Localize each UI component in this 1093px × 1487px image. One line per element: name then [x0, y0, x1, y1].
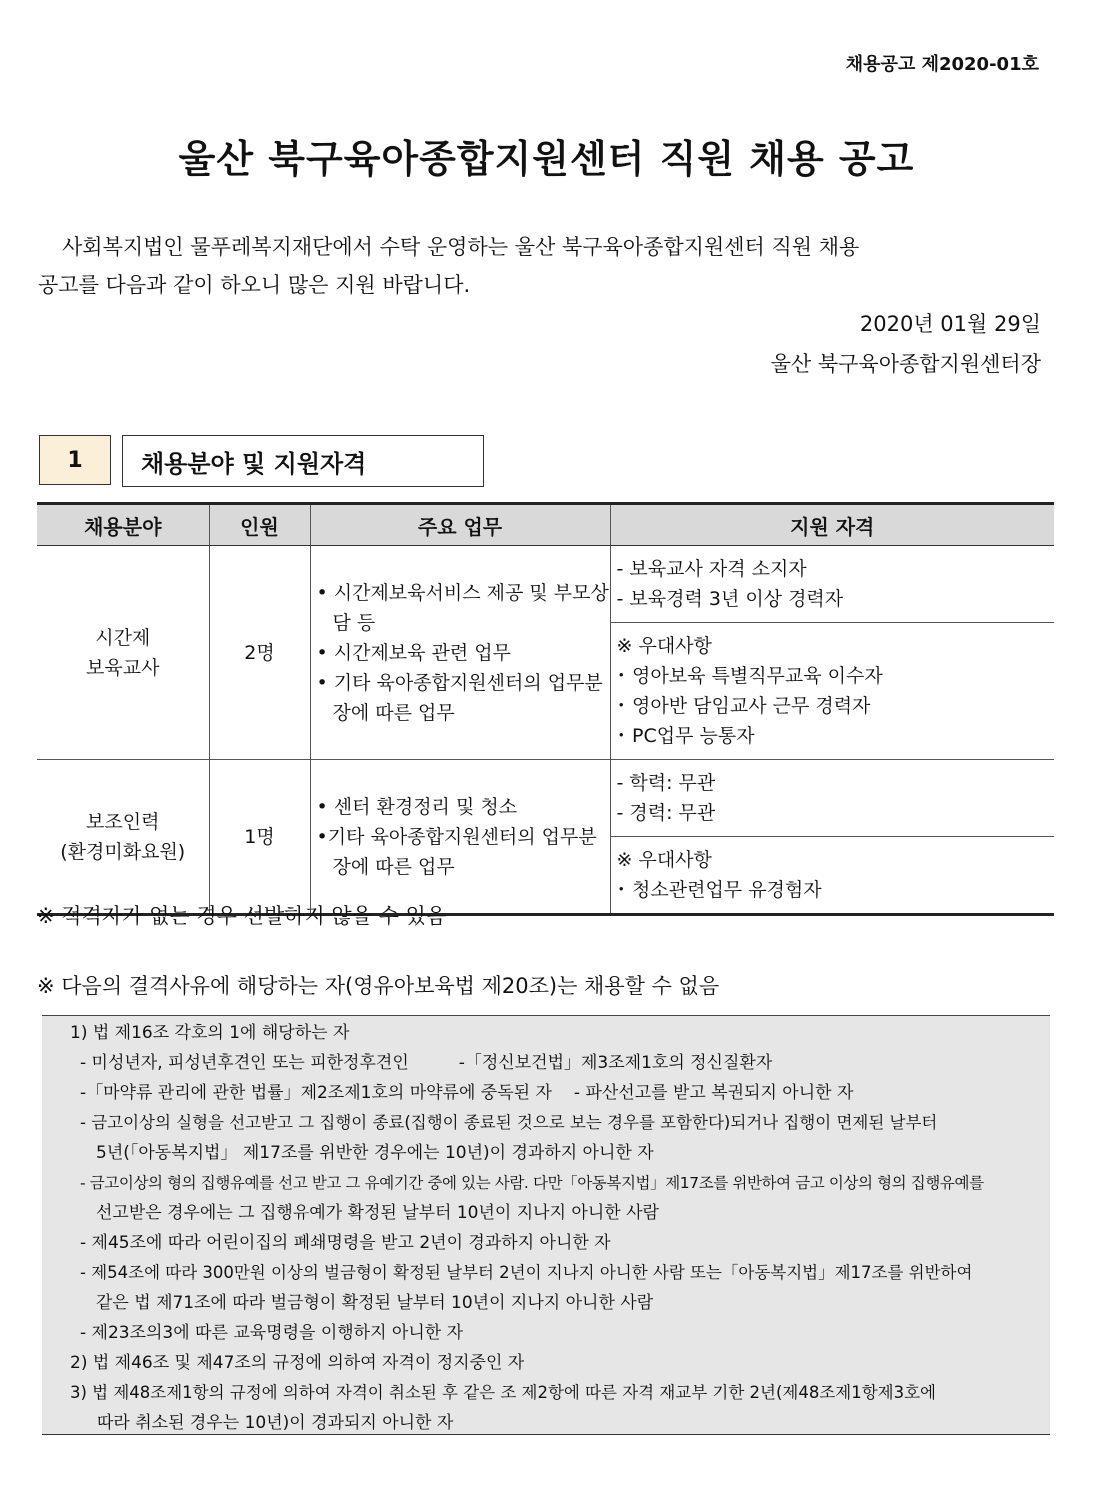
duty-item: •기타 육아종합지원센터의 업무분장에 따른 업무 — [316, 825, 597, 878]
notice-number: 채용공고 제2020-01호 — [845, 54, 1039, 75]
preference-item: ･ 영아보육 특별직무교육 이수자 — [616, 665, 883, 687]
duty-item: • 센터 환경정리 및 청소 — [316, 795, 518, 818]
dq-item: 3) 법 제48조제1항의 규정에 의하여 자격이 취소된 후 같은 조 제2항에 따른 자격 재교부 기한 2년(제48조제1항제3호에 — [70, 1383, 936, 1402]
qualification-block — [611, 760, 1055, 836]
dq-subitem-left: -「마약류 관리에 관한 법률」제2조제1호의 마약류에 중독된 자 — [80, 1083, 552, 1103]
dq-subitem-right: - 파산선고를 받고 복권되지 아니한 자 — [573, 1083, 854, 1103]
notice-date: 2020년 01월 29일 — [859, 312, 1041, 336]
qualification-item: - 보육경력 3년 이상 경력자 — [616, 588, 844, 610]
preference-item: ･ 청소관련업무 유경험자 — [616, 879, 822, 901]
qualification-item: - 경력: 무관 — [616, 802, 716, 824]
intro-line-1: 사회복지법인 물푸레복지재단에서 수탁 운영하는 울산 북구육아종합지원센터 직원 채용 — [62, 235, 860, 259]
job-field-cell — [37, 760, 209, 915]
signatory: 울산 북구육아종합지원센터장 — [770, 352, 1041, 376]
dq-item-cont: 따라 취소된 경우는 10년)이 경과되지 아니한 자 — [97, 1413, 454, 1433]
preference-title: ※ 우대사항 — [616, 635, 712, 657]
job-field-line: 보육교사 — [86, 656, 160, 679]
recruitment-table — [37, 502, 1054, 916]
note-no-qualified: ※ 적격자가 없는 경우 선발하지 않을 수 있음 — [37, 904, 447, 928]
preference-title: ※ 우대사항 — [616, 849, 712, 871]
dq-subitem-cont: 5년(「아동복지법」 제17조를 위반한 경우에는 10년)이 경과하지 아니한 자 — [96, 1143, 654, 1163]
job-field-line: 시간제 — [95, 626, 151, 649]
table-row — [37, 760, 1054, 915]
duty-item: • 시간제보육서비스 제공 및 부모상담 등 — [316, 581, 609, 634]
dq-subitem: - 금고이상의 형의 집행유예를 선고 받고 그 유예기간 중에 있는 사람. 다만「아동복지법」제17조를 위반하여 금고 이상의 형의 집행유예를 — [80, 1174, 984, 1192]
duty-item: • 기타 육아종합지원센터의 업무분장에 따른 업무 — [316, 671, 603, 724]
headcount-cell: 1명 — [209, 760, 310, 915]
header-duties: 주요 업무 — [310, 504, 610, 546]
headcount-cell: 2명 — [209, 546, 310, 760]
duties-cell — [310, 760, 610, 915]
dq-subitem-left: - 미성년자, 피성년후견인 또는 피한정후견인 — [80, 1053, 409, 1073]
section-number: 1 — [39, 435, 111, 485]
dq-subitem — [42, 1078, 1050, 1108]
header-field: 채용분야 — [37, 504, 209, 546]
dq-subitem-cont: 같은 법 제71조에 따라 벌금형이 확정된 날부터 10년이 지나지 아니한 사람 — [96, 1293, 654, 1313]
preference-block — [611, 622, 1055, 759]
dq-subitem: - 제45조에 따라 어린이집의 폐쇄명령을 받고 2년이 경과하지 아니한 자 — [80, 1233, 611, 1253]
qualification-block — [611, 546, 1055, 622]
disqualification-box — [42, 1015, 1050, 1435]
table-header-row — [37, 504, 1054, 546]
dq-subitem: - 금고이상의 실형을 선고받고 그 집행이 종료(집행이 종료된 것으로 보는 경우를 포함한다)되거나 집행이 면제된 날부터 — [80, 1113, 938, 1132]
page-title: 울산 북구육아종합지원센터 직원 채용 공고 — [178, 137, 915, 181]
table-row — [37, 546, 1054, 760]
job-field-line: (환경미화요원) — [60, 840, 186, 863]
header-count: 인원 — [209, 504, 310, 546]
dq-subitem: - 제54조에 따라 300만원 이상의 벌금형이 확정된 날부터 2년이 지나지 아니한 사람 또는「아동복지법」제17조를 위반하여 — [80, 1263, 973, 1282]
qualification-item: - 학력: 무관 — [616, 772, 716, 794]
dq-item: 1) 법 제16조 각호의 1에 해당하는 자 — [70, 1023, 350, 1043]
preference-block — [611, 836, 1055, 913]
dq-item: 2) 법 제46조 및 제47조의 규정에 의하여 자격이 정지중인 자 — [70, 1353, 525, 1373]
intro-line-2: 공고를 다음과 같이 하오니 많은 지원 바랍니다. — [38, 273, 471, 297]
qualifications-cell — [610, 760, 1054, 915]
dq-subitem — [42, 1048, 1050, 1078]
header-qualifications: 지원 자격 — [610, 504, 1054, 546]
dq-subitem-cont: 선고받은 경우에는 그 집행유예가 확정된 날부터 10년이 지나지 아니한 사람 — [96, 1203, 659, 1223]
dq-subitem-right: -「정신보건법」제3조제1호의 정신질환자 — [458, 1053, 773, 1073]
qualifications-cell — [610, 546, 1054, 760]
intro-paragraph — [38, 228, 1042, 304]
qualification-item: - 보육교사 자격 소지자 — [616, 558, 807, 580]
duties-cell — [310, 546, 610, 760]
job-field-cell — [37, 546, 209, 760]
preference-item: ･ PC업무 능통자 — [616, 725, 755, 747]
note-disqualification: ※ 다음의 결격사유에 해당하는 자(영유아보육법 제20조)는 채용할 수 없음 — [37, 974, 720, 998]
section-title: 채용분야 및 지원자격 — [122, 435, 484, 487]
duty-item: • 시간제보육 관련 업무 — [316, 641, 512, 664]
job-field-line: 보조인력 — [86, 810, 160, 833]
preference-item: ･ 영아반 담임교사 근무 경력자 — [616, 695, 871, 717]
dq-subitem: - 제23조의3에 따른 교육명령을 이행하지 아니한 자 — [80, 1323, 464, 1343]
